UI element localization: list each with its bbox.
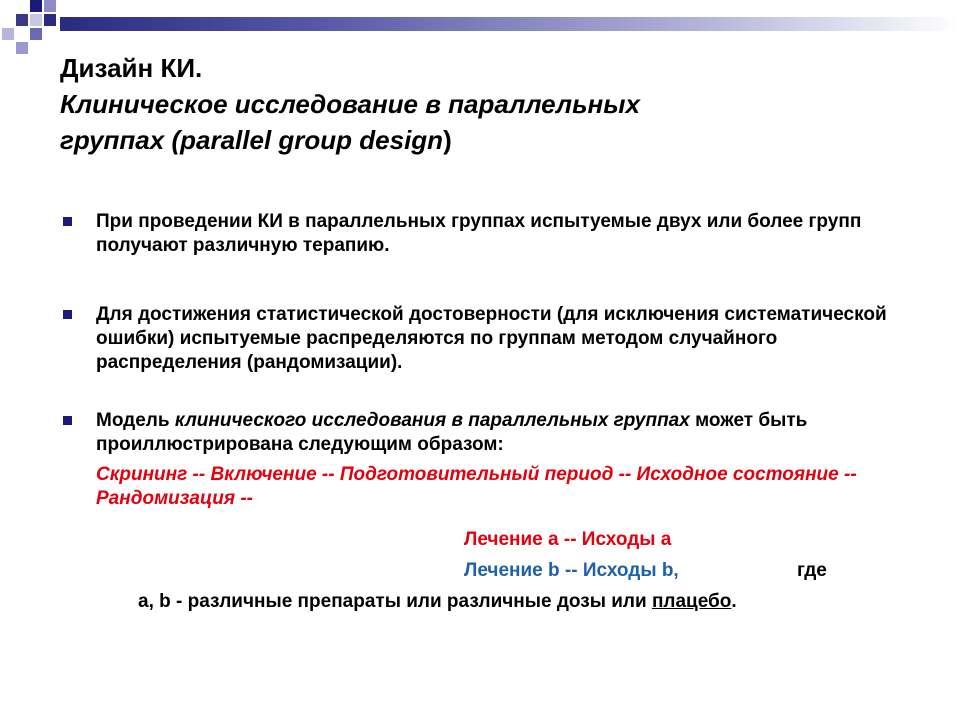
- bullet-list: [60, 210, 900, 511]
- header-gradient-bar: [60, 17, 960, 31]
- square-bullet-icon: [63, 217, 72, 226]
- title-line-2: Клиническое исследование в параллельных: [60, 89, 640, 119]
- title-line-3: группах (parallel group design): [60, 125, 452, 155]
- bullet-item: Для достижения статистической достоверности (для исключения систематической ошибки) испытуемые распределяются по группам методом случайного распределения (рандомизации).: [60, 303, 900, 375]
- decor-square-icon: [44, 14, 56, 26]
- treatment-b: Лечение b -- Исходы b,: [464, 560, 679, 581]
- square-bullet-icon: [63, 416, 72, 425]
- study-sequence: Скрининг -- Включение -- Подготовительный период -- Исходное состояние -- Рандомизация --: [96, 464, 857, 509]
- treatment-a: Лечение а -- Исходы а: [464, 529, 672, 550]
- decor-square-icon: [30, 0, 42, 12]
- decor-square-icon: [30, 14, 42, 26]
- title-line-1: Дизайн КИ.: [60, 53, 203, 83]
- decor-square-icon: [16, 14, 28, 26]
- bullet-item: Модель клинического исследования в параллельных группах может быть проиллюстрирована следующим образом: Скрининг -- Включение -- Подготовительный период -- Исходное состояние -- Рандомизация --: [60, 409, 900, 511]
- decor-square-icon: [2, 28, 14, 40]
- where-label: где: [797, 560, 827, 581]
- bullet-item: При проведении КИ в параллельных группах испытуемые двух или более групп получают различную терапию.: [60, 210, 900, 258]
- decor-square-icon: [44, 0, 56, 12]
- footnote: a, b - различные препараты или различные дозы или плацебо.: [138, 591, 737, 612]
- slide-title: [60, 50, 920, 158]
- square-bullet-icon: [63, 310, 72, 319]
- decor-square-icon: [30, 28, 42, 40]
- decor-square-icon: [16, 42, 28, 54]
